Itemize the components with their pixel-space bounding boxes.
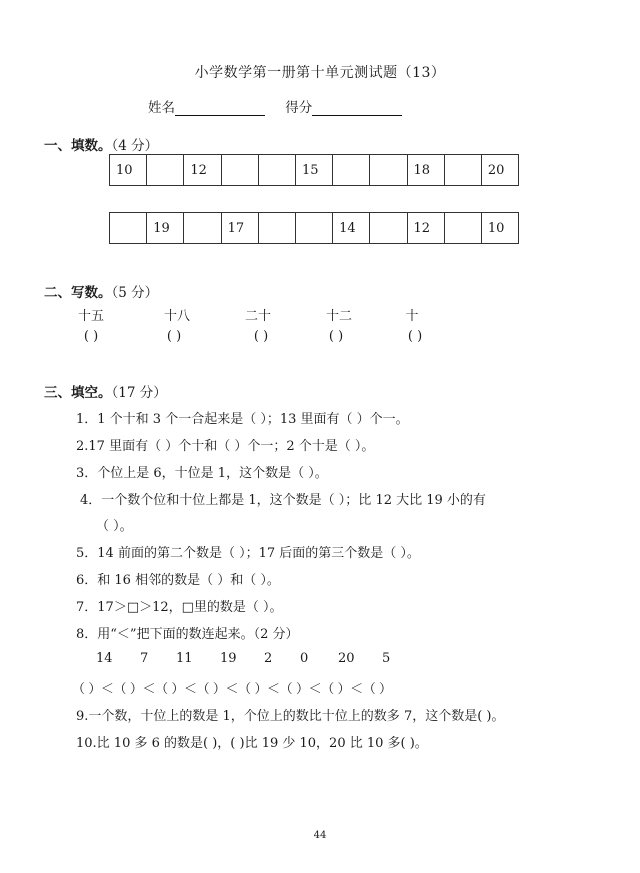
question-3: 3．个位上是 6，十位是 1，这个数是（ ）。 <box>76 466 328 481</box>
section2-points: （5 分） <box>111 285 159 301</box>
question-5: 5．14 前面的第二个数是（ ）；17 后面的第三个数是（ ）。 <box>76 546 420 561</box>
grid2-cell[interactable] <box>444 213 481 244</box>
answer-blank[interactable]: ( ) <box>328 329 344 344</box>
q8-number: 0 <box>300 651 309 666</box>
question-2: 2.17 里面有（ ）个十和（ ）个一；2 个十是（ ）。 <box>76 439 375 454</box>
grid1-cell[interactable]: 12 <box>184 155 221 186</box>
grid1-cell[interactable]: 10 <box>110 155 147 186</box>
q8-number: 20 <box>338 651 355 666</box>
question-4: 4．一个数个位和十位上都是 1，这个数是（ ）；比 12 大比 19 小的有 <box>80 493 486 508</box>
section3-title: 三、填空。 <box>44 385 112 401</box>
grid1-cell[interactable] <box>221 155 258 186</box>
section1-heading <box>44 134 158 154</box>
question-4-continued: （ ）。 <box>96 519 133 534</box>
grid2-cell[interactable]: 10 <box>481 213 518 244</box>
q8-number: 11 <box>176 651 193 666</box>
grid2-cell[interactable]: 12 <box>407 213 444 244</box>
grid2-cell[interactable]: 14 <box>333 213 370 244</box>
grid2-cell[interactable]: 17 <box>221 213 258 244</box>
chinese-number: 十 <box>405 309 419 324</box>
section2-title: 二、写数。 <box>44 285 112 301</box>
question-8: 8．用“＜”把下面的数连起来。（2 分） <box>76 627 299 642</box>
grid2-cell[interactable] <box>184 213 221 244</box>
answer-blank[interactable]: ( ) <box>83 329 99 344</box>
section2-heading <box>44 281 158 301</box>
number-grid-1 <box>109 154 519 186</box>
section3-heading <box>44 381 167 401</box>
section1-points: （4 分） <box>111 138 159 154</box>
grid1-cell[interactable] <box>370 155 407 186</box>
grid2-cell[interactable]: 19 <box>147 213 184 244</box>
grid1-cell[interactable]: 18 <box>407 155 444 186</box>
q8-number: 5 <box>382 651 391 666</box>
question-7: 7．17＞□＞12，□里的数是（ ）。 <box>76 600 283 615</box>
name-blank[interactable] <box>175 101 265 116</box>
section3-points: （17 分） <box>111 385 167 401</box>
question-1: 1．1 个十和 3 个一合起来是（ ）；13 里面有（ ）个一。 <box>76 412 409 427</box>
answer-blank[interactable]: ( ) <box>253 329 269 344</box>
grid1-cell[interactable]: 20 <box>481 155 518 186</box>
q8-number: 14 <box>96 651 113 666</box>
grid1-cell[interactable] <box>444 155 481 186</box>
question-6: 6．和 16 相邻的数是（ ）和（ ）。 <box>76 573 280 588</box>
q8-answer-chain[interactable]: （ ）＜（ ）＜（ ）＜（ ）＜（ ）＜（ ）＜（ ）＜（ ） <box>72 682 392 697</box>
q8-number: 2 <box>264 651 273 666</box>
score-label: 得分 <box>285 100 313 116</box>
chinese-number: 二十 <box>244 309 271 324</box>
name-label: 姓名 <box>148 100 175 116</box>
page-title: 小学数学第一册第十单元测试题（13） <box>194 65 446 81</box>
question-10: 10.比 10 多 6 的数是( )，( )比 19 少 10，20 比 10 多( )。 <box>76 736 428 751</box>
grid2-cell[interactable] <box>370 213 407 244</box>
grid2-cell[interactable] <box>295 213 332 244</box>
chinese-number: 十二 <box>325 309 352 324</box>
grid1-cell[interactable] <box>333 155 370 186</box>
answer-blank[interactable]: ( ) <box>407 329 423 344</box>
q8-number: 19 <box>220 651 237 666</box>
chinese-number: 十八 <box>163 309 190 324</box>
question-9: 9.一个数，十位上的数是 1，个位上的数比十位上的数多 7，这个数是( )。 <box>76 709 505 724</box>
grid2-cell[interactable] <box>110 213 147 244</box>
name-score-row <box>148 96 402 116</box>
grid1-cell[interactable]: 15 <box>295 155 332 186</box>
section1-title: 一、填数。 <box>44 138 112 154</box>
page-number: 44 <box>313 830 327 841</box>
score-blank[interactable] <box>312 101 402 116</box>
chinese-number: 十五 <box>77 309 104 324</box>
grid1-cell[interactable] <box>147 155 184 186</box>
grid1-cell[interactable] <box>258 155 295 186</box>
number-grid-2 <box>109 212 519 244</box>
grid2-cell[interactable] <box>258 213 295 244</box>
q8-number: 7 <box>140 651 149 666</box>
answer-blank[interactable]: ( ) <box>166 329 182 344</box>
